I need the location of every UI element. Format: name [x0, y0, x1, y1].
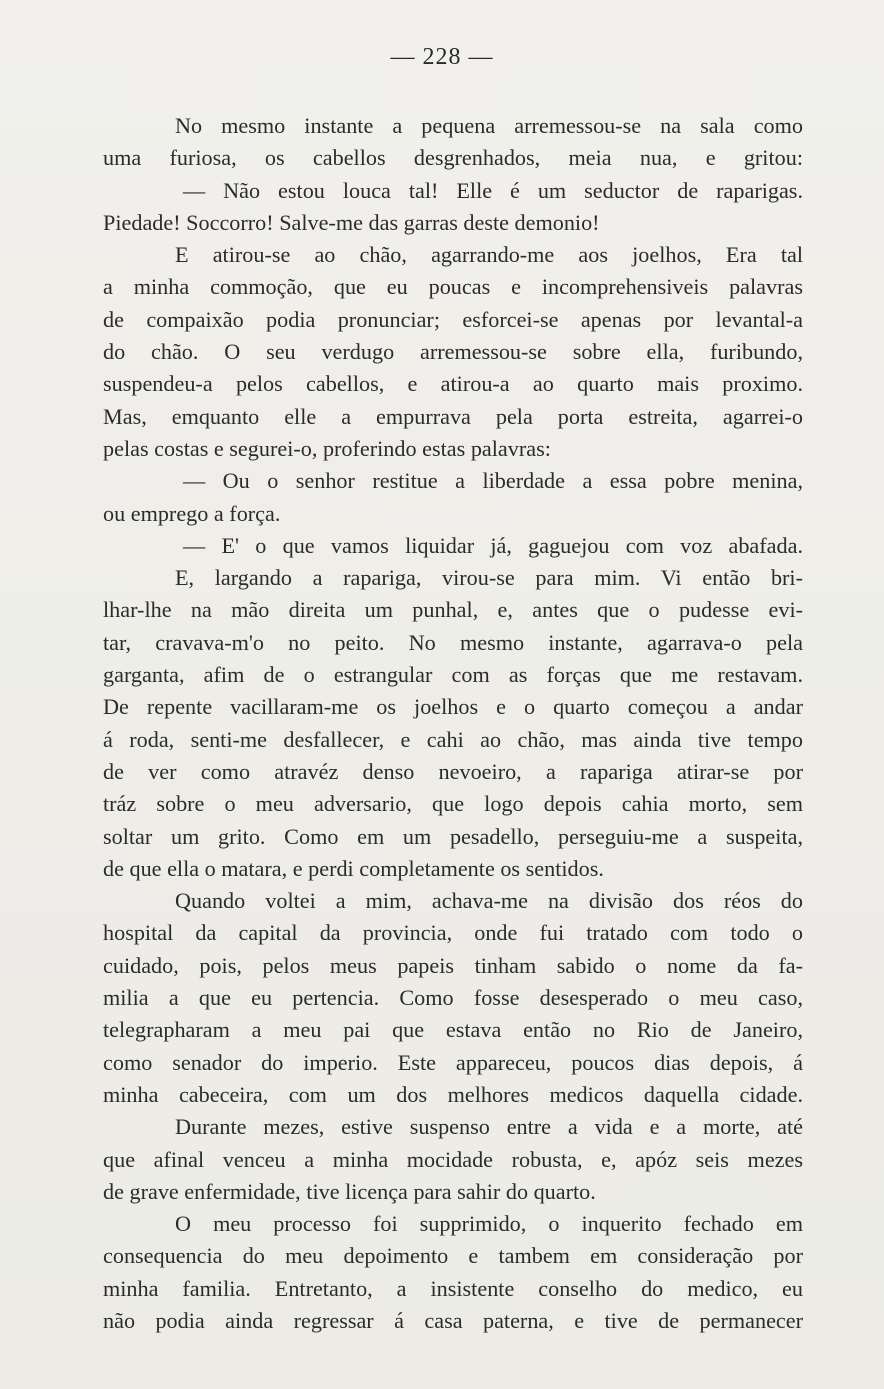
text-line: O meu processo foi supprimido, o inquerito fechado em [175, 1211, 803, 1237]
text-line: consequencia do meu depoimento e tambem em consideração por [103, 1243, 803, 1269]
text-line: Mas, emquanto elle a empurrava pela porta estreita, agarrei-o [103, 403, 803, 429]
text-line: á roda, senti-me desfallecer, e cahi ao chão, mas ainda tive tempo [103, 726, 803, 752]
text-line: soltar um grito. Como em um pesadello, perseguiu-me a suspeita, [103, 823, 803, 849]
text-line: uma furiosa, os cabellos desgrenhados, meia nua, e gritou: [103, 145, 803, 171]
text-line: tráz sobre o meu adversario, que logo depois cahia morto, sem [103, 791, 803, 817]
text-line: de grave enfermidade, tive licença para sahir do quarto. [103, 1178, 596, 1204]
text-line: lhar-lhe na mão direita um punhal, e, antes que o pudesse evi- [103, 597, 803, 623]
text-line: minha cabeceira, com um dos melhores medicos daquella cidade. [103, 1081, 803, 1107]
text-line: Piedade! Soccorro! Salve-me das garras deste demonio! [103, 209, 600, 235]
text-line: minha familia. Entretanto, a insistente conselho do medico, eu [103, 1275, 803, 1301]
text-line: E atirou-se ao chão, agarrando-me aos joelhos, Era tal [175, 242, 803, 268]
text-line: De repente vacillaram-me os joelhos e o quarto começou a andar [103, 694, 803, 720]
text-line: não podia ainda regressar á casa paterna, e tive de permanecer [103, 1307, 803, 1333]
text-line: que afinal venceu a minha mocidade robusta, e, apóz seis mezes [103, 1146, 803, 1172]
text-line: milia a que eu pertencia. Como fosse desesperado o meu caso, [103, 985, 803, 1011]
text-line: telegrapharam a meu pai que estava então no Rio de Janeiro, [103, 1017, 803, 1043]
text-line: a minha commoção, que eu poucas e incomprehensiveis palavras [103, 274, 803, 300]
text-line: E, largando a rapariga, virou-se para mim. Vi então bri- [175, 565, 803, 591]
text-line: ou emprego a força. [103, 500, 281, 526]
text-line: garganta, afim de o estrangular com as forças que me restavam. [103, 662, 803, 688]
text-line: como senador do imperio. Este appareceu, poucos dias depois, á [103, 1049, 803, 1075]
text-line: Quando voltei a mim, achava-me na divisão dos réos do [175, 888, 803, 914]
text-line: pelas costas e segurei-o, proferindo estas palavras: [103, 435, 551, 461]
text-line: suspendeu-a pelos cabellos, e atirou-a ao quarto mais proximo. [103, 371, 803, 397]
text-line: No mesmo instante a pequena arremessou-se na sala como [175, 113, 803, 138]
text-line: hospital da capital da provincia, onde fui tratado com todo o [103, 920, 803, 946]
text-line: Durante mezes, estive suspenso entre a vida e a morte, até [175, 1114, 803, 1140]
text-line: de que ella o matara, e perdi completamente os sentidos. [103, 855, 604, 881]
text-line: cuidado, pois, pelos meus papeis tinham sabido o nome da fa- [103, 952, 803, 978]
text-line: tar, cravava-m'o no peito. No mesmo instante, agarrava-o pela [103, 629, 803, 655]
text-line: de ver como atravéz denso nevoeiro, a rapariga atirar-se por [103, 758, 803, 784]
text-line: — Não estou louca tal! Elle é um seductor de raparigas. [183, 177, 803, 203]
body-text [103, 110, 803, 1337]
text-line: — Ou o senhor restitue a liberdade a essa pobre menina, [183, 468, 803, 494]
text-line: do chão. O seu verdugo arremessou-se sobre ella, furibundo, [103, 339, 803, 365]
text-line: de compaixão podia pronunciar; esforcei-se apenas por levantal-a [103, 306, 803, 332]
text-line: — E' o que vamos liquidar já, gaguejou com voz abafada. [183, 532, 803, 558]
page-number: — 228 — [390, 44, 494, 70]
